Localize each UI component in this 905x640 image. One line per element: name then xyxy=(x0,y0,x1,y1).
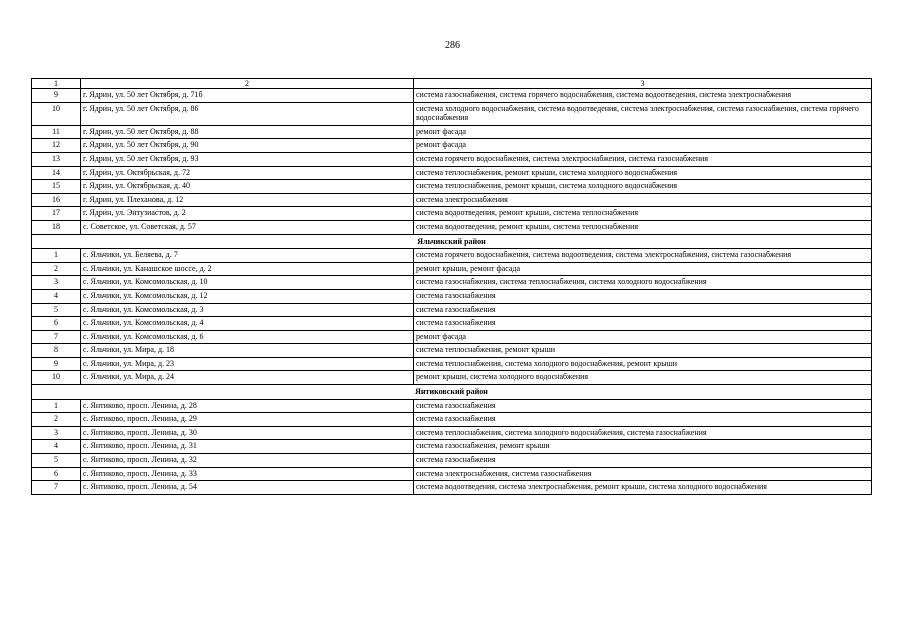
row-number-cell: 10 xyxy=(32,371,81,385)
works-cell: система горячего водоснабжения, система электроснабжения, система газоснабжения xyxy=(414,152,872,166)
address-cell: с. Яльчики, ул. Комсомольская, д. 6 xyxy=(81,330,414,344)
address-cell: г. Ядрин, ул. 50 лет Октября, д. 93 xyxy=(81,152,414,166)
table-row xyxy=(32,249,872,263)
table-row xyxy=(32,220,872,234)
table-row xyxy=(32,454,872,468)
table-row xyxy=(32,357,872,371)
row-number-cell: 18 xyxy=(32,220,81,234)
address-cell: с. Яльчики, ул. Комсомольская, д. 4 xyxy=(81,317,414,331)
row-number-cell: 8 xyxy=(32,344,81,358)
table-row xyxy=(32,166,872,180)
row-number-cell: 6 xyxy=(32,317,81,331)
section-title: Яльчикский район xyxy=(32,234,872,249)
row-number-cell: 1 xyxy=(32,399,81,413)
address-cell: г. Ядрин, ул. 50 лет Октября, д. 88 xyxy=(81,125,414,139)
table-row xyxy=(32,371,872,385)
address-cell: г. Ядрин, ул. 50 лет Октября, д. 90 xyxy=(81,139,414,153)
works-cell: система водоотведения, система электроснабжения, ремонт крыши, система холодного водоснабжения xyxy=(414,481,872,495)
address-cell: с. Янтиково, просп. Ленина, д. 29 xyxy=(81,413,414,427)
table-row xyxy=(32,413,872,427)
works-cell: ремонт фасада xyxy=(414,139,872,153)
header-cell-address: 2 xyxy=(81,79,414,89)
works-cell: система горячего водоснабжения, система водоотведения, система электроснабжения, система газоснабжения xyxy=(414,249,872,263)
works-cell: система теплоснабжения, ремонт крыши, система холодного водоснабжения xyxy=(414,180,872,194)
works-cell: ремонт фасада xyxy=(414,330,872,344)
table-row xyxy=(32,330,872,344)
table-row xyxy=(32,481,872,495)
address-cell: г. Ядрин, ул. 50 лет Октября, д. 71б xyxy=(81,89,414,103)
row-number-cell: 13 xyxy=(32,152,81,166)
works-cell: система газоснабжения xyxy=(414,399,872,413)
row-number-cell: 6 xyxy=(32,467,81,481)
row-number-cell: 4 xyxy=(32,289,81,303)
table-row xyxy=(32,139,872,153)
works-cell: система газоснабжения, ремонт крыши xyxy=(414,440,872,454)
row-number-cell: 5 xyxy=(32,303,81,317)
table-row xyxy=(32,125,872,139)
row-number-cell: 10 xyxy=(32,102,81,125)
section-heading-row xyxy=(32,234,872,249)
works-cell: ремонт крыши, система холодного водоснабжения xyxy=(414,371,872,385)
row-number-cell: 3 xyxy=(32,426,81,440)
works-cell: система теплоснабжения, ремонт крыши, система холодного водоснабжения xyxy=(414,166,872,180)
address-cell: с. Янтиково, просп. Ленина, д. 28 xyxy=(81,399,414,413)
works-cell: система холодного водоснабжения, система водоотведения, система электроснабжения, система газоснабжения, система горячего водоснабжения xyxy=(414,102,872,125)
works-cell: ремонт фасада xyxy=(414,125,872,139)
table-row xyxy=(32,102,872,125)
works-cell: система газоснабжения xyxy=(414,413,872,427)
address-cell: г. Ядрин, ул. Энтузиастов, д. 2 xyxy=(81,207,414,221)
address-cell: с. Янтиково, просп. Ленина, д. 30 xyxy=(81,426,414,440)
address-cell: с. Яльчики, ул. Комсомольская, д. 12 xyxy=(81,289,414,303)
table-header-row xyxy=(32,79,872,89)
row-number-cell: 2 xyxy=(32,262,81,276)
works-cell: система газоснабжения xyxy=(414,454,872,468)
address-cell: с. Янтиково, просп. Ленина, д. 31 xyxy=(81,440,414,454)
table-row xyxy=(32,289,872,303)
section-title: Янтиковский район xyxy=(32,385,872,400)
section-heading-row xyxy=(32,385,872,400)
address-cell: с. Советское, ул. Советская, д. 57 xyxy=(81,220,414,234)
works-cell: система газоснабжения, система горячего водоснабжения, система водоотведения, система электроснабжения xyxy=(414,89,872,103)
row-number-cell: 3 xyxy=(32,276,81,290)
table-row xyxy=(32,303,872,317)
works-cell: система газоснабжения, система теплоснабжения, система холодного водоснабжения xyxy=(414,276,872,290)
page-number: 286 xyxy=(445,40,460,51)
address-cell: с. Янтиково, просп. Ленина, д. 54 xyxy=(81,481,414,495)
address-cell: г. Ядрин, ул. Октябрьская, д. 72 xyxy=(81,166,414,180)
address-cell: с. Яльчики, ул. Мира, д. 23 xyxy=(81,357,414,371)
works-cell: система газоснабжения xyxy=(414,289,872,303)
table-row xyxy=(32,467,872,481)
table-row xyxy=(32,193,872,207)
row-number-cell: 17 xyxy=(32,207,81,221)
works-cell: система теплоснабжения, ремонт крыши xyxy=(414,344,872,358)
works-cell: система электроснабжения xyxy=(414,193,872,207)
table-row xyxy=(32,344,872,358)
table-row xyxy=(32,207,872,221)
table-row xyxy=(32,426,872,440)
address-cell: г. Ядрин, ул. 50 лет Октября, д. 86 xyxy=(81,102,414,125)
works-cell: система теплоснабжения, система холодного водоснабжения, система газоснабжения xyxy=(414,426,872,440)
row-number-cell: 15 xyxy=(32,180,81,194)
row-number-cell: 4 xyxy=(32,440,81,454)
table-row xyxy=(32,399,872,413)
works-cell: система газоснабжения xyxy=(414,317,872,331)
address-cell: с. Янтиково, просп. Ленина, д. 33 xyxy=(81,467,414,481)
row-number-cell: 2 xyxy=(32,413,81,427)
address-cell: г. Ядрин, ул. Октябрьская, д. 40 xyxy=(81,180,414,194)
row-number-cell: 9 xyxy=(32,89,81,103)
address-cell: с. Яльчики, ул. Мира, д. 18 xyxy=(81,344,414,358)
row-number-cell: 14 xyxy=(32,166,81,180)
row-number-cell: 7 xyxy=(32,481,81,495)
address-cell: с. Яльчики, ул. Комсомольская, д. 3 xyxy=(81,303,414,317)
table-row xyxy=(32,262,872,276)
works-cell: система водоотведения, ремонт крыши, система теплоснабжения xyxy=(414,207,872,221)
row-number-cell: 5 xyxy=(32,454,81,468)
row-number-cell: 9 xyxy=(32,357,81,371)
table-body xyxy=(32,79,872,495)
row-number-cell: 7 xyxy=(32,330,81,344)
table-row xyxy=(32,152,872,166)
table-row xyxy=(32,440,872,454)
table-row xyxy=(32,89,872,103)
table-row xyxy=(32,180,872,194)
works-cell: ремонт крыши, ремонт фасада xyxy=(414,262,872,276)
row-number-cell: 11 xyxy=(32,125,81,139)
works-cell: система электроснабжения, система газоснабжения xyxy=(414,467,872,481)
row-number-cell: 12 xyxy=(32,139,81,153)
works-cell: система водоотведения, ремонт крыши, система теплоснабжения xyxy=(414,220,872,234)
header-cell-works: 3 xyxy=(414,79,872,89)
repair-works-table xyxy=(31,78,872,495)
address-cell: с. Яльчики, ул. Мира, д. 24 xyxy=(81,371,414,385)
table-row xyxy=(32,276,872,290)
address-cell: с. Яльчики, ул. Беляева, д. 7 xyxy=(81,249,414,263)
works-cell: система газоснабжения xyxy=(414,303,872,317)
address-cell: с. Яльчики, ул. Комсомольская, д. 10 xyxy=(81,276,414,290)
address-cell: с. Янтиково, просп. Ленина, д. 32 xyxy=(81,454,414,468)
row-number-cell: 1 xyxy=(32,249,81,263)
works-cell: система теплоснабжения, система холодного водоснабжения, ремонт крыши xyxy=(414,357,872,371)
row-number-cell: 16 xyxy=(32,193,81,207)
address-cell: с. Яльчики, ул. Канашское шоссе, д. 2 xyxy=(81,262,414,276)
header-cell-num: 1 xyxy=(32,79,81,89)
table-row xyxy=(32,317,872,331)
address-cell: г. Ядрин, ул. Плеханова, д. 12 xyxy=(81,193,414,207)
